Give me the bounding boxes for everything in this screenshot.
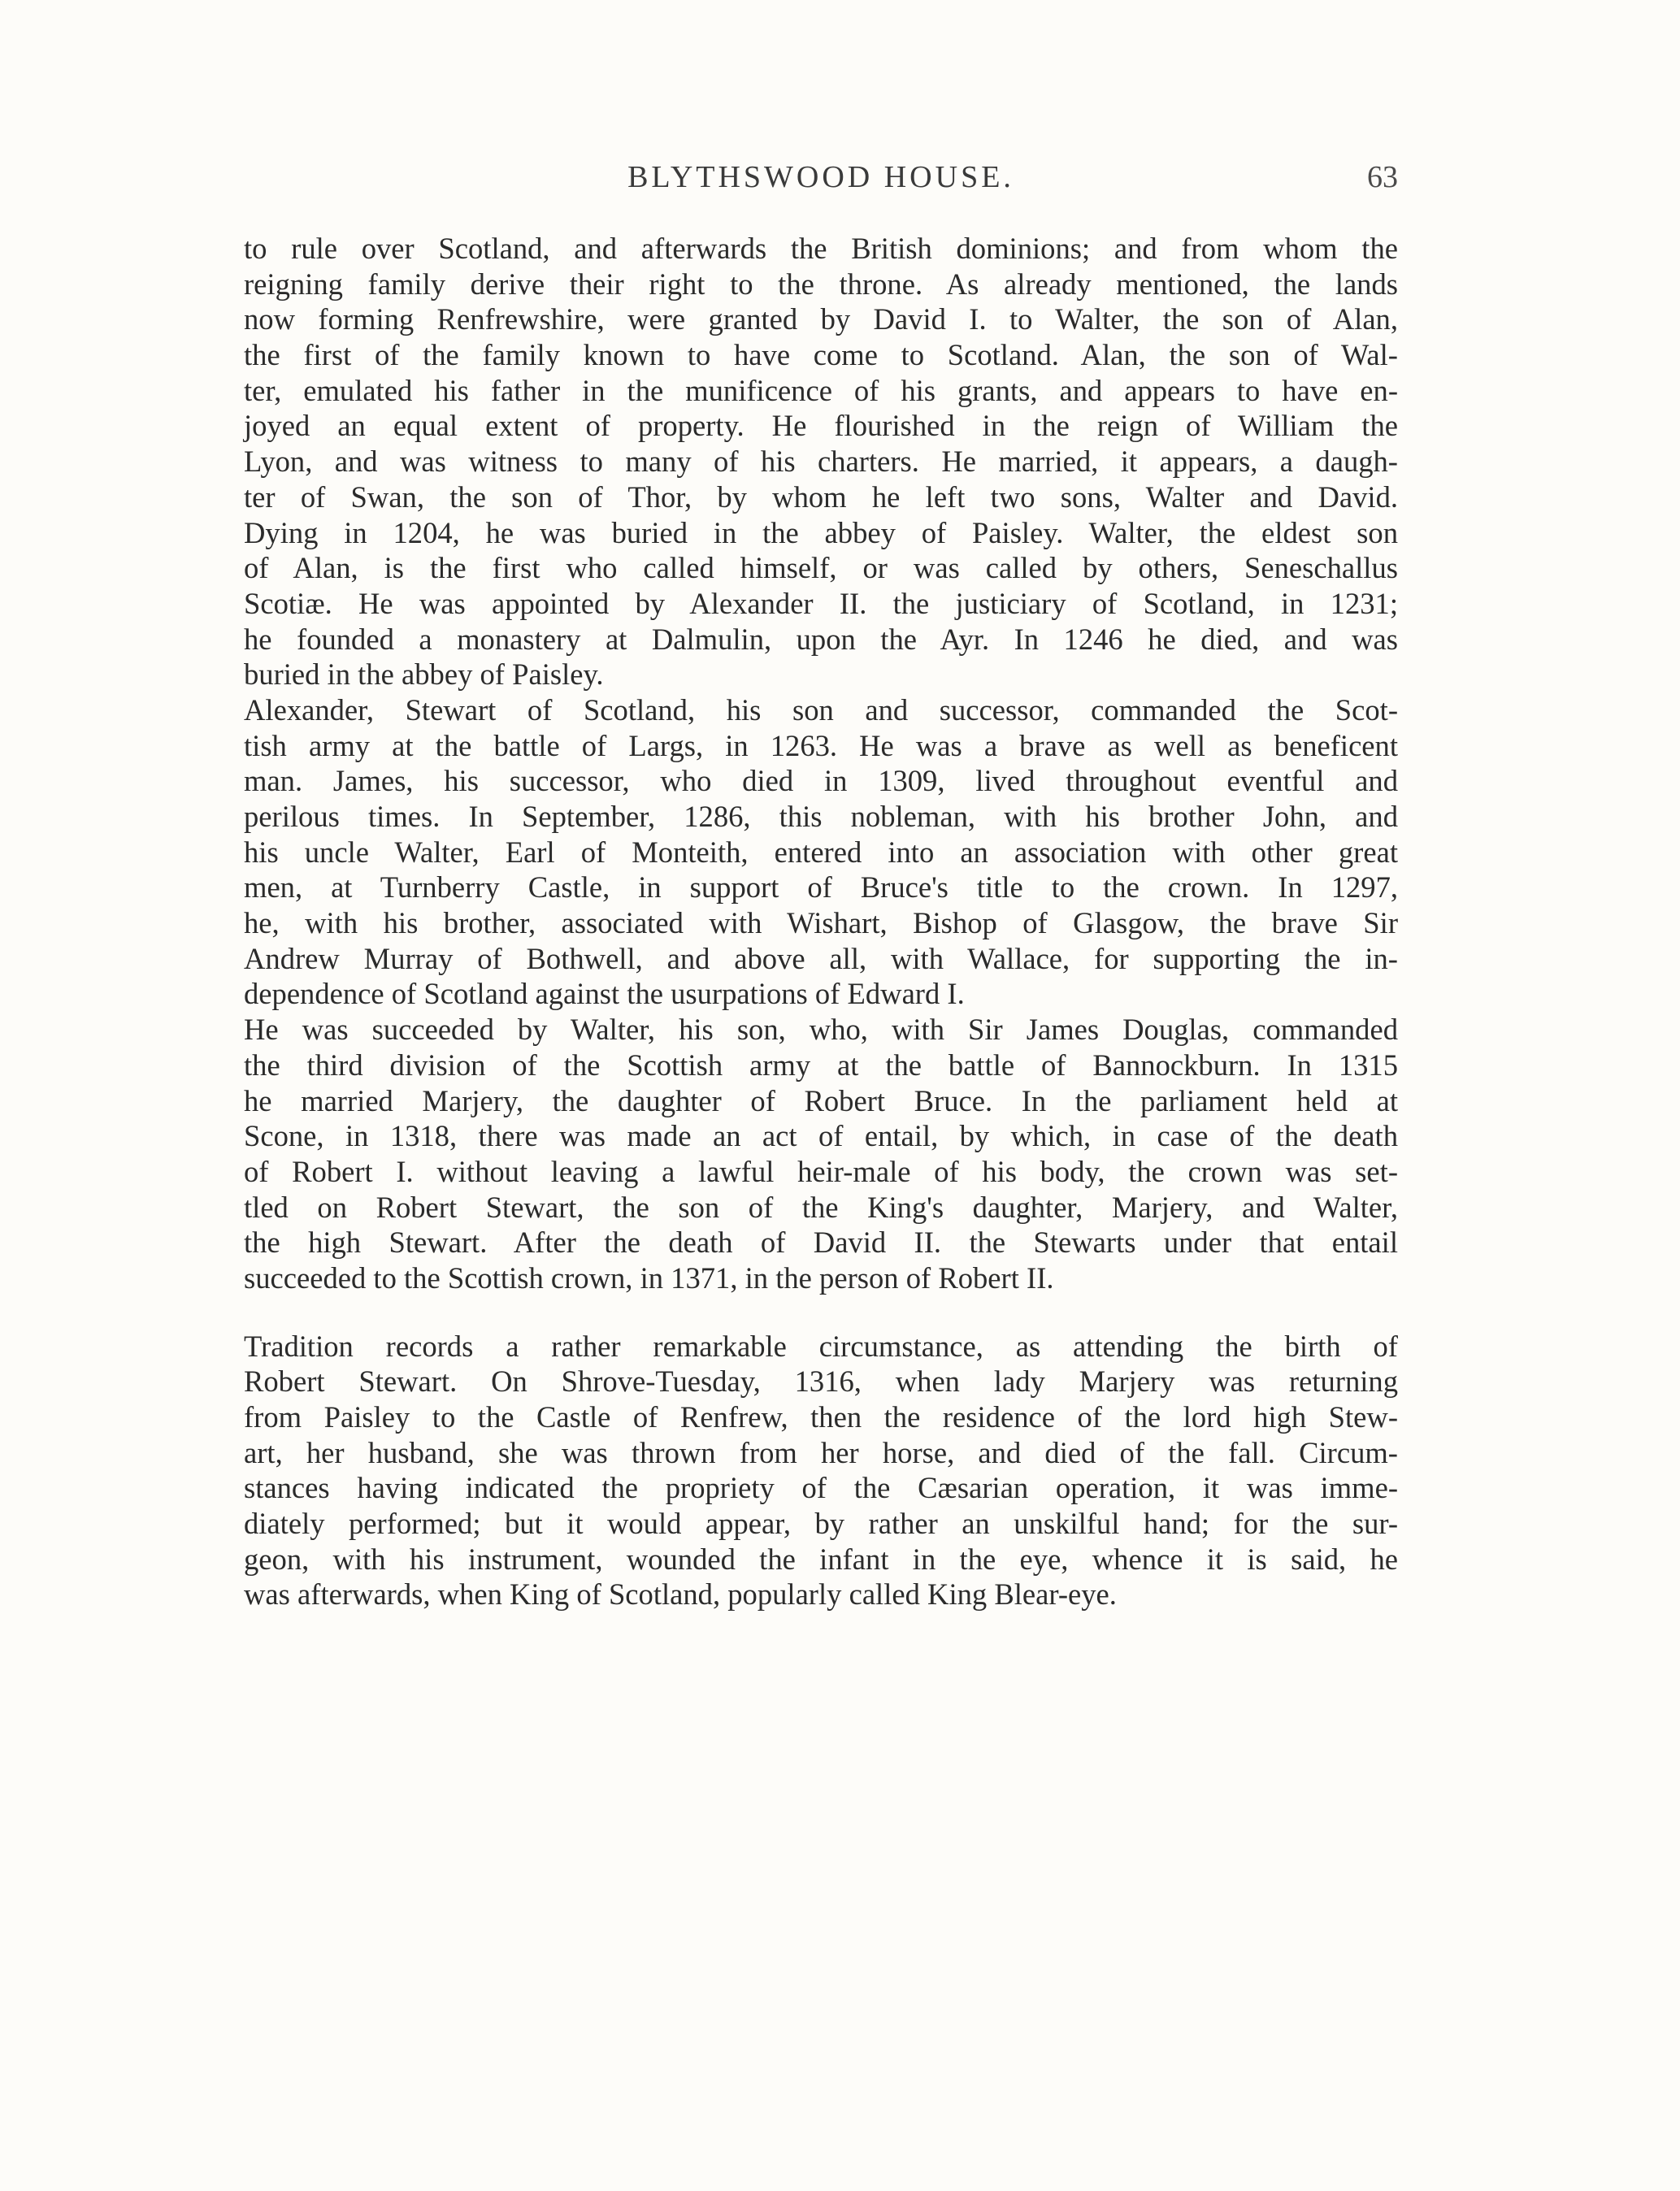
page-number: 63 xyxy=(1367,160,1398,194)
text-line: man. James, his successor, who died in 1309, lived throughout eventful and xyxy=(244,764,1398,798)
text-line: he, with his brother, associated with Wishart, Bishop of Glasgow, the brave Sir xyxy=(244,906,1398,940)
text-line: Scone, in 1318, there was made an act of entail, by which, in case of the death xyxy=(244,1119,1398,1153)
text-line: the first of the family known to have come to Scotland. Alan, the son of Wal- xyxy=(244,338,1398,372)
text-line: his uncle Walter, Earl of Monteith, entered into an association with other great xyxy=(244,835,1398,869)
paragraph-1 xyxy=(244,231,1398,692)
paragraph-4 xyxy=(244,1329,1398,1613)
text-line: Tradition records a rather remarkable circumstance, as attending the birth of xyxy=(244,1329,1398,1363)
text-line: reigning family derive their right to the throne. As already mentioned, the lands xyxy=(244,267,1398,301)
text-line: the third division of the Scottish army at the battle of Bannockburn. In 1315 xyxy=(244,1048,1398,1082)
text-line: stances having indicated the propriety of the Cæsarian operation, it was imme- xyxy=(244,1471,1398,1505)
text-line: the high Stewart. After the death of David II. the Stewarts under that entail xyxy=(244,1226,1398,1260)
text-line: he founded a monastery at Dalmulin, upon the Ayr. In 1246 he died, and was xyxy=(244,622,1398,656)
text-line: Lyon, and was witness to many of his charters. He married, it appears, a daugh- xyxy=(244,445,1398,479)
text-line: of Alan, is the first who called himself, or was called by others, Seneschallus xyxy=(244,551,1398,585)
running-head xyxy=(244,159,1398,200)
text-line: succeeded to the Scottish crown, in 1371, in the person of Robert II. xyxy=(244,1260,1054,1295)
text-line: joyed an equal extent of property. He flourished in the reign of William the xyxy=(244,409,1398,443)
text-line: art, her husband, she was thrown from her horse, and died of the fall. Circum- xyxy=(244,1435,1398,1469)
text-line: Andrew Murray of Bothwell, and above all, with Wallace, for supporting the in- xyxy=(244,941,1398,975)
text-line: buried in the abbey of Paisley. xyxy=(244,657,604,692)
text-line: geon, with his instrument, wounded the infant in the eye, whence it is said, he xyxy=(244,1542,1398,1576)
paragraph-2 xyxy=(244,692,1398,1012)
text-line: tish army at the battle of Largs, in 1263. He was a brave as well as beneficent xyxy=(244,728,1398,762)
text-line: Robert Stewart. On Shrove-Tuesday, 1316, when lady Marjery was returning xyxy=(244,1364,1398,1399)
text-line: he married Marjery, the daughter of Robert Bruce. In the parliament held at xyxy=(244,1083,1398,1117)
text-line: from Paisley to the Castle of Renfrew, then the residence of the lord high Stew- xyxy=(244,1400,1398,1434)
body-text xyxy=(244,231,1398,1612)
text-line: now forming Renfrewshire, were granted by David I. to Walter, the son of Alan, xyxy=(244,302,1398,336)
text-line: He was succeeded by Walter, his son, who, with Sir James Douglas, commanded xyxy=(244,1013,1398,1047)
running-title: BLYTHSWOOD HOUSE. xyxy=(627,160,1014,194)
text-line: dependence of Scotland against the usurpations of Edward I. xyxy=(244,977,965,1011)
text-line: Alexander, Stewart of Scotland, his son and successor, commanded the Scot- xyxy=(244,692,1398,727)
section-gap xyxy=(244,1296,1398,1329)
text-line: to rule over Scotland, and afterwards the British dominions; and from whom the xyxy=(244,232,1398,265)
text-line: perilous times. In September, 1286, this nobleman, with his brother John, and xyxy=(244,800,1398,833)
paragraph-3 xyxy=(244,1012,1398,1296)
text-line: Dying in 1204, he was buried in the abbey of Paisley. Walter, the eldest son xyxy=(244,515,1398,549)
text-line: ter of Swan, the son of Thor, by whom he left two sons, Walter and David. xyxy=(244,479,1398,514)
text-line: Scotiæ. He was appointed by Alexander II. the justiciary of Scotland, in 1231; xyxy=(244,586,1398,620)
text-line: was afterwards, when King of Scotland, popularly called King Blear-eye. xyxy=(244,1577,1117,1612)
text-line: of Robert I. without leaving a lawful heir-male of his body, the crown was set- xyxy=(244,1154,1398,1188)
text-line: men, at Turnberry Castle, in support of Bruce's title to the crown. In 1297, xyxy=(244,870,1398,905)
text-line: diately performed; but it would appear, by rather an unskilful hand; for the sur- xyxy=(244,1507,1398,1541)
text-line: tled on Robert Stewart, the son of the King's daughter, Marjery, and Walter, xyxy=(244,1190,1398,1224)
text-line: ter, emulated his father in the munificence of his grants, and appears to have en- xyxy=(244,373,1398,407)
